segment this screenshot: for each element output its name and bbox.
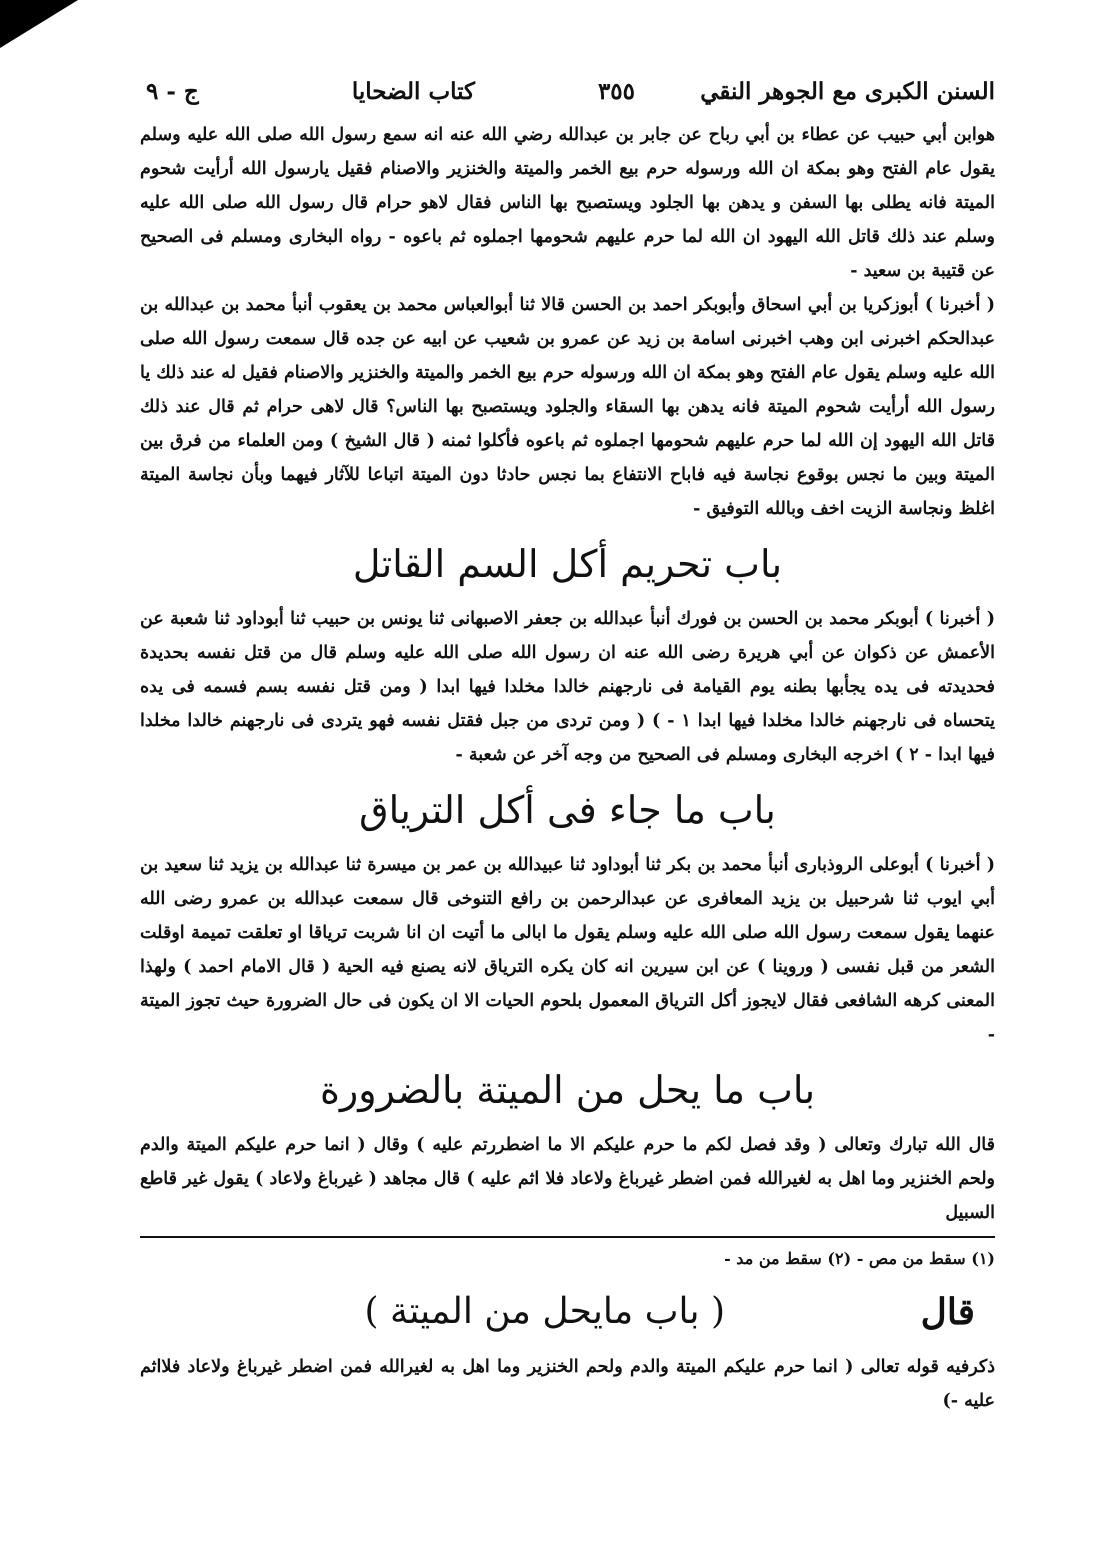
chapter-heading: باب ما يحل من الميتة بالضرورة xyxy=(319,1068,816,1112)
paragraph: قال الله تبارك وتعالى ( وقد فصل لكم ما حرم عليكم الا ما اضطررتم عليه ) وقال ( انما حرم عليكم الميتة والدم ولحم الخنزير وما اهل به لغيرالله فمن اضطر غيرباغ ولاعاد فلا اثم عليه ) قال مجاهد ( غيرباغ ولاعاد ) يقول غير قاطع السبيل xyxy=(140,1135,995,1223)
header-title: السنن الكبرى مع الجوهر النقي xyxy=(700,78,995,105)
footnote-divider xyxy=(140,1236,995,1238)
header-book: كتاب الضحايا xyxy=(351,78,475,105)
scan-corner-mark xyxy=(0,0,78,48)
header-volume: ج - ٩ xyxy=(146,78,199,105)
running-header xyxy=(140,78,995,118)
page-number: ٣٥٥ xyxy=(597,78,635,105)
paragraph: ( أخبرنا ) أبوعلى الروذبارى أنبأ محمد بن بكر ثنا أبوداود ثنا عبيدالله بن عمر بن ميسرة ثنا عبدالله بن يزيد ثنا سعيد بن أبي ايوب ثنا شرحبيل بن يزيد المعافرى عن عبدالرحمن بن رافع التنوخى قال سمعت عبدالله بن عمرو رضى الله عنهما يقول سمعت رسول الله صلى الله عليه وسلم يقول ما ابالى ما أتيت ان انا شربت ترياقا او تعلقت تميمة اوقلت الشعر من قبل نفسى ( وروينا ) عن ابن سيرين انه كان يكره الترياق لانه يصنع فيه الحية ( قال الامام احمد ) ولهذا المعنى كرهه الشافعى فقال لايجوز أكل الترياق المعمول بلحوم الحيات الا ان يكون فى حال الضرورة حيث تجوز الميتة - xyxy=(140,855,995,1045)
commentary-paragraph: ذكرفيه قوله تعالى ( انما حرم عليكم الميتة والدم ولحم الخنزير وما اهل به لغيرالله فمن اضطر غيرباغ ولاعاد فلااثم عليه -) xyxy=(140,1357,995,1411)
paragraph: ( أخبرنا ) أبوزكريا بن أبي اسحاق وأبوبكر احمد بن الحسن قالا ثنا أبوالعباس محمد بن يعقوب أنبأ محمد بن عبدالله بن عبدالحكم اخبرنى ابن وهب اخبرنى اسامة بن زيد عن عمرو بن شعيب عن ابيه عن جده قال سمعت رسول الله صلى الله عليه وسلم يقول عام الفتح وهو بمكة ان الله ورسوله حرم بيع الخمر والميتة والخنزير والاصنام فقيل له عند ذلك يا رسول الله أرأيت شحوم الميتة فانه يدهن بها السقاء والجلود ويستصبح بها الناس؟ قال لاهى حرام ثم قال عند ذلك قاتل الله اليهود إن الله لما حرم عليهم شحومها اجملوه ثم باعوه فأكلوا ثمنه ( قال الشيخ ) ومن العلماء من فرق بين الميتة وبين ما نجس بوقوع نجاسة فيه فاباح الانتفاع بما نجس حادثا دون الميتة اتباعا للآثار فيهما وبأن نجاسة الميتة اغلظ ونجاسة الزيت اخف وبالله التوفيق - xyxy=(140,295,995,519)
page-content xyxy=(140,78,995,1418)
paragraph: هوابن أبي حبيب عن عطاء بن أبي رباح عن جابر بن عبدالله رضي الله عنه انه سمع رسول الله صلى الله عليه وسلم يقول عام الفتح وهو بمكة ان الله ورسوله حرم بيع الخمر والميتة والخنزير والاصنام فقيل يارسول الله أرأيت شحوم الميتة فانه يطلى بها السفن و يدهن بها الجلود ويستصبح بها الناس فقال لاهو حرام قال رسول الله صلى الله عليه وسلم عند ذلك قاتل الله اليهود ان الله لما حرم عليهم شحومها اجملوه ثم باعوه - رواه البخارى ومسلم فى الصحيح عن قتيبة بن سعيد - xyxy=(140,125,995,281)
chapter-heading: باب ما جاء فى أكل الترياق xyxy=(359,788,776,832)
commentary-title: ( باب مايحل من الميتة ) xyxy=(364,1291,725,1332)
chapter-heading: باب تحريم أكل السم القاتل xyxy=(352,542,783,586)
footnote: (١) سقط من مص - (٢) سقط من مد - xyxy=(724,1249,995,1268)
paragraph: ( أخبرنا ) أبوبكر محمد بن الحسن بن فورك أنبأ عبدالله بن جعفر الاصبهانى ثنا يونس بن حبيب ثنا أبوداود ثنا شعبة عن الأعمش عن ذكوان عن أبي هريرة رضى الله عنه ان رسول الله صلى الله عليه وسلم قال من قتل نفسه بحديدة فحديدته فى يده يجأبها بطنه يوم القيامة فى نارجهنم خالدا مخلدا فيها ابدا ( ومن قتل نفسه بسم فسمه فى يده يتحساه فى نارجهنم خالدا مخلدا فيها ابدا ١ - ) ( ومن تردى من جبل فقتل نفسه فهو يتردى فى نارجهنم خالدا مخلدا فيها ابدا - ٢ ) اخرجه البخارى ومسلم فى الصحيح من وجه آخر عن شعبة - xyxy=(140,609,995,765)
commentary-qal: قال xyxy=(920,1291,975,1333)
commentary-heading xyxy=(140,1274,995,1350)
